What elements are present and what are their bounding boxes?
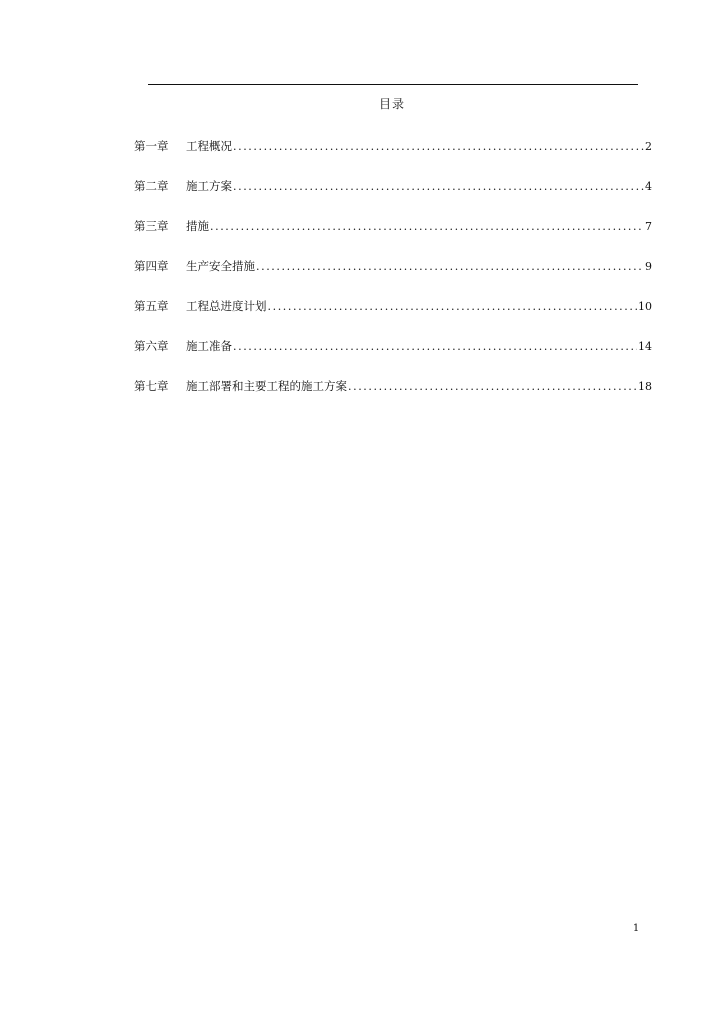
- toc-list: [134, 138, 652, 418]
- toc-chapter-number: 第四章: [134, 259, 169, 273]
- toc-dot-leader: [348, 380, 637, 393]
- toc-chapter-number: 第七章: [134, 379, 169, 393]
- toc-entry[interactable]: [134, 138, 652, 178]
- toc-dot-leader: [233, 340, 637, 353]
- toc-chapter-number: 第三章: [134, 219, 169, 233]
- toc-page-number: 10: [638, 300, 652, 313]
- toc-entry[interactable]: [134, 178, 652, 218]
- toc-chapter-title: 生产安全措施: [186, 259, 255, 273]
- toc-dot-leader: [233, 140, 644, 153]
- toc-chapter-number: 第五章: [134, 299, 169, 313]
- toc-entry[interactable]: [134, 218, 652, 258]
- toc-dot-leader: [268, 300, 638, 313]
- toc-chapter-number: 第二章: [134, 179, 169, 193]
- toc-page-number: 2: [645, 140, 652, 153]
- toc-chapter-title: 施工方案: [186, 179, 232, 193]
- toc-page-number: 9: [645, 260, 652, 273]
- page-number: 1: [632, 923, 640, 934]
- toc-chapter-number: 第一章: [134, 139, 169, 153]
- toc-entry[interactable]: [134, 378, 652, 418]
- header-rule: [148, 84, 638, 85]
- toc-page-number: 7: [645, 220, 652, 233]
- toc-dot-leader: [256, 260, 644, 273]
- toc-page-number: 4: [645, 180, 652, 193]
- toc-entry[interactable]: [134, 298, 652, 338]
- toc-chapter-title: 工程概况: [186, 139, 232, 153]
- toc-chapter-title: 工程总进度计划: [186, 299, 267, 313]
- toc-entry[interactable]: [134, 258, 652, 298]
- toc-dot-leader: [233, 180, 644, 193]
- toc-chapter-title: 施工准备: [186, 339, 232, 353]
- toc-chapter-title: 措施: [186, 219, 209, 233]
- toc-chapter-title: 施工部署和主要工程的施工方案: [186, 379, 347, 393]
- toc-page-number: 14: [638, 340, 652, 353]
- toc-entry[interactable]: [134, 338, 652, 378]
- toc-dot-leader: [210, 220, 644, 233]
- toc-title: 目录: [378, 97, 405, 111]
- toc-page-number: 18: [638, 380, 652, 393]
- toc-chapter-number: 第六章: [134, 339, 169, 353]
